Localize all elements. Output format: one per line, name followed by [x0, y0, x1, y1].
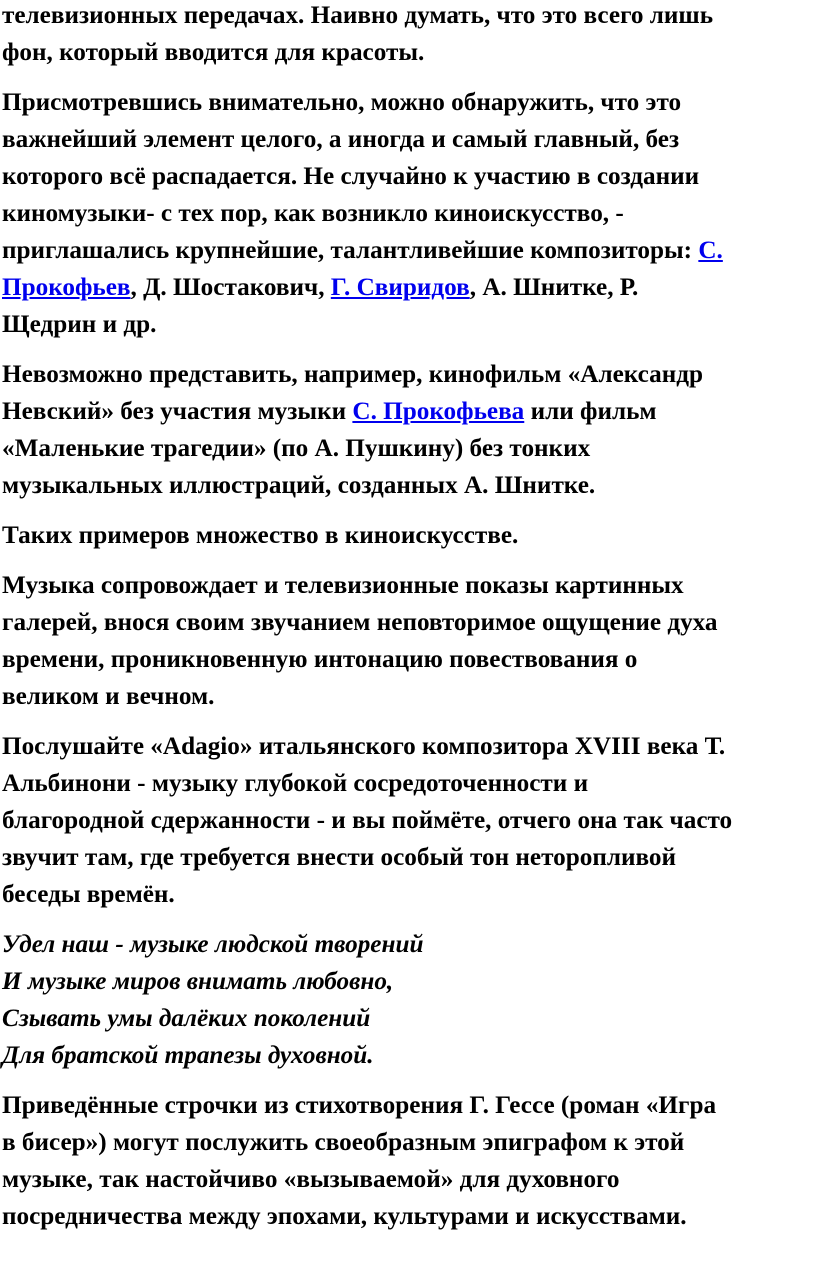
- poem-line: Удел наш - музыке людской творений: [2, 931, 424, 958]
- text-line: музыкальных иллюстраций, созданных А. Шнитке.: [2, 472, 596, 499]
- text-line: Послушайте «Adagio» итальянского композитора XVIII века Т.: [2, 733, 726, 760]
- text-line: [2, 269, 816, 306]
- text-line: важнейший элемент целого, а иногда и самый главный, без: [2, 126, 680, 153]
- text-fragment: или фильм: [524, 398, 657, 425]
- text-line: «Маленькие трагедии» (по А. Пушкину) без тонких: [2, 435, 591, 462]
- poem-line: Для братской трапезы духовной.: [2, 1042, 374, 1069]
- text-line: в бисер») могут послужить своеобразным эпиграфом к этой: [2, 1129, 685, 1156]
- text-fragment: Невский» без участия музыки: [2, 398, 353, 425]
- text-line: Присмотревшись внимательно, можно обнаружить, что это: [2, 89, 682, 116]
- text-line: [2, 232, 816, 269]
- text-line: фон, который вводится для красоты.: [2, 39, 425, 66]
- paragraph-6: [2, 728, 816, 913]
- link-prokofieva[interactable]: С. Прокофьева: [352, 398, 525, 425]
- text-line: великом и вечном.: [2, 683, 215, 710]
- text-line: Таких примеров множество в киноискусстве.: [2, 522, 519, 549]
- text-line: [2, 393, 816, 430]
- poem-line: Сзывать умы далёких поколений: [2, 1005, 371, 1032]
- text-fragment: , Д. Шостакович,: [130, 274, 331, 301]
- poem-quote: [2, 926, 816, 1074]
- text-line: времени, проникновенную интонацию повествования о: [2, 646, 638, 673]
- text-fragment: приглашались крупнейшие, талантливейшие композиторы:: [2, 237, 699, 264]
- paragraph-1: [2, 0, 816, 71]
- text-line: Альбинони - музыку глубокой сосредоточенности и: [2, 770, 589, 797]
- text-line: музыке, так настойчиво «вызываемой» для духовного: [2, 1166, 620, 1193]
- paragraph-5: [2, 567, 816, 715]
- text-line: галерей, внося своим звучанием неповторимое ощущение духа: [2, 609, 718, 636]
- link-prokofiev-initial[interactable]: С.: [698, 237, 723, 264]
- text-line: киномузыки- с тех пор, как возникло киноискусство, -: [2, 200, 624, 227]
- paragraph-2: [2, 84, 816, 343]
- text-line: беседы времён.: [2, 881, 175, 908]
- text-line: Щедрин и др.: [2, 311, 157, 338]
- text-line: Приведённые строчки из стихотворения Г. Гессе (роман «Игра: [2, 1092, 717, 1119]
- paragraph-4: [2, 517, 816, 554]
- link-sviridov[interactable]: Г. Свиридов: [330, 274, 470, 301]
- link-prokofiev-surname[interactable]: Прокофьев: [2, 274, 131, 301]
- text-fragment: , А. Шнитке, Р.: [469, 274, 639, 301]
- text-line: которого всё распадается. Не случайно к участию в создании: [2, 163, 700, 190]
- text-line: благородной сдержанности - и вы поймёте, отчего она так часто: [2, 807, 733, 834]
- poem-line: И музыке миров внимать любовно,: [2, 968, 394, 995]
- paragraph-3: [2, 356, 816, 504]
- text-line: Невозможно представить, например, кинофильм «Александр: [2, 361, 704, 388]
- text-line: звучит там, где требуется внести особый тон неторопливой: [2, 844, 677, 871]
- text-line: телевизионных передачах. Наивно думать, что это всего лишь: [2, 2, 714, 29]
- paragraph-7: [2, 1087, 816, 1235]
- text-line: Музыка сопровождает и телевизионные показы картинных: [2, 572, 684, 599]
- text-line: посредничества между эпохами, культурами и искусствами.: [2, 1203, 687, 1230]
